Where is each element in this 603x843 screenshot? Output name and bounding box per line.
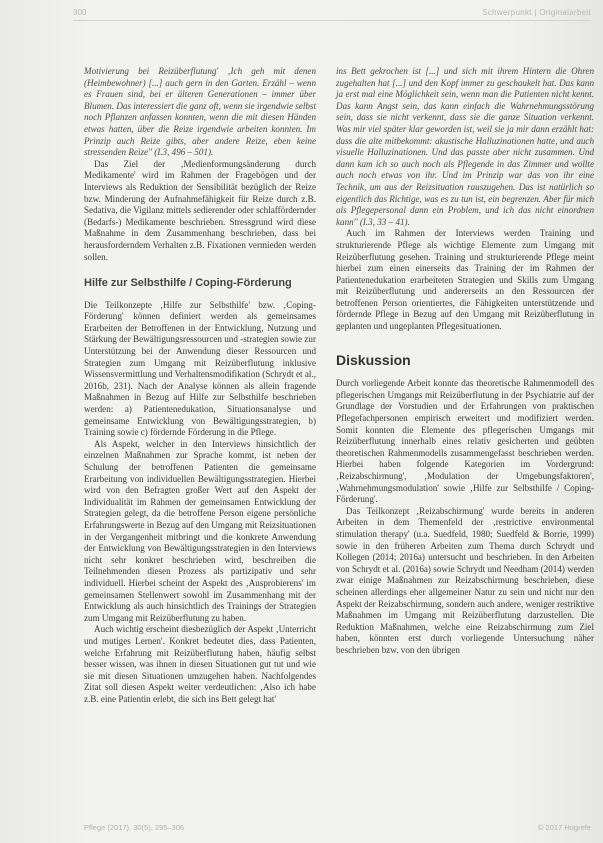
journal-section: Schwerpunkt | Originalarbeit [482,8,591,17]
paragraph-selfhelp-1: Die Teilkonzepte ‚Hilfe zur Selbsthilfe' bzw. ‚Coping-Förderung' können definiert werden als gemeinsames Erarbeiten der Betroffenen in der Entwicklung, Nutzung und Stärkung der Bewältigungsressourcen und -strategien sowie zur Unterstützung bei der Anwendung dieser Ressourcen und Strategien zum Umgang mit Reizüberflutung inklusive Wissensvermittlung und Verhaltensmodifikation (Schrydt et al., 2016b, 231). Nach der Analyse können als allein fragende Maßnahmen in Bezug auf Hilfe zur Selbsthilfe beschrieben werden: a) Patientenedukation, Situationsanalyse und gemeinsame Entwicklung von Bewältigungsstrategien, b) Training sowie c) fördernde Förderung in die Pflege. [84,299,316,438]
paragraph-selfhelp-3: Auch wichtig erscheint diesbezüglich der Aspekt ‚Unterricht und mutiges Lernen'. Konkret bedeutet dies, dass Patienten, welche Erfahrung mit Reizüberflutung haben, häufig selbst besser wissen, was ihnen in diesen Situationen gut tut und wie sie mit diesen Situationen umzugehen haben. Nachfolgendes Zitat soll diesen Aspekt weiter verdeutlichen: ‚Also ich habe z.B. eine Patientin erlebt, die sich ins Bett gelegt hat' [84,624,316,704]
page-number: 300 [73,8,87,17]
running-head [73,6,591,21]
section-heading-discussion: Diskussion [336,351,411,368]
paragraph-medication: Das Ziel der ‚Medienformungsänderung durch Medikamente' wird im Rahmen der Fragebögen und der Interviews als Reduktion der Sensibilität bezüglich der Reize bzw. Minderung der Aufnahmefähigkeit für Reize durch z.B. Sedativa, die Vigilanz mittels sedierender oder schlaffördernder (Bedarfs-) Medikamente beschrieben. Stressgrund wird diese Maßnahme in dem Zusammenhang beschrieben, dass bei herausforderndem Verhalten z.B. Fixationen vermieden werden sollen. [84,158,316,262]
paragraph-discussion-2: Das Teilkonzept ‚Reizabschirmung' wurde bereits in anderen Arbeiten in dem Themenfeld der ‚restrictive environmental stimulation therapy' (u.a. Suedfeld, 1980; Suedfeld & Borrie, 1999) sowie in den früheren Arbeiten zum Thema durch Schrydt und Kollegen (2014; 2016a) untersucht und beschrieben. In den Arbeiten von Schrydt et al. (2016a) sowie Schrydt und Needham (2014) werden zwar einige Maßnahmen zur Reizabschirmung beschrieben, diese scheinen allerdings eher allgemeiner Natur zu sein und nicht nur den Aspekt der Reizabschirmung, sondern auch andere, weniger restriktive Maßnahmen im Umgang mit Reizüberflutung darzustellen. Die Reduktion Maßnahmen, welche eine Reizabschirmung zum Ziel haben, könnten erst durch vorliegende Untersuchung näher beschrieben bzw. von den übrigen [336,505,594,655]
quote-continuation-right: ins Bett gekrochen ist [...] und sich mit ihrem Hintern die Ohren zugehalten hat [...] und den Kopf immer zu geschaukelt hat. Das kann ja erst mal eine Möglichkeit sein, wenn man die Patienten nicht kennt. Das kann Angst sein, das kann einfach die Wahrnehmungsstörung sein, dass sie nicht verkennt, dass sie die ganze Situation verkennt. Was mir viel später klar geworden ist, weil sie ja mir dann erzählt hat: dass die alte mitbekommt: akustische Halluzinationen hatte, und auch visuelle Halluzinationen. Und das passte aber nicht zusammen. Und dann kam ich so auch noch als Pflegende in das Zimmer und wollte auch noch etwas von ihr. Und im Prinzip war das von ihr eine Technik, um aus der Reizsituation rauszugehen. Das ist natürlich so eigentlich das Richtige, was es zu tun ist, ein begrenzen. Aber für mich als Pflegepersonal dann ein Problem, und ich das nicht einordnen kann'' (I.3, 33 – 41). [336,66,594,227]
paragraph-discussion-1: Durch vorliegende Arbeit konnte das theoretische Rahmenmodell des pflegerischen Umgangs mit Reizüberflutung in der Psychiatrie auf der Grundlage der Vorstudien und der Erfahrungen von praktischen Pflegefachpersonen empirisch erweitert und modifiziert werden. Somit konnten die Elemente des pflegerischen Umgangs mit Reizüberflutung innerhalb eines relativ gesicherten und geübten theoretischen Rahmenmodells zusammengefasst beschrieben werden. Hierbei haben folgende Kategorien im Vordergrund: ‚Reizabschirmung', ‚Modulation der Umgebungsfaktoren', ‚Wahrnehmungsmodulation' sowie ‚Hilfe zur Selbsthilfe / Coping-Förderung'. [336,378,594,505]
footer [84,823,591,835]
footer-citation: Pflege (2017), 30(5), 295–306 [84,823,185,832]
quote-continuation: Motivierung bei Reizüberflutung' ‚Ich geh mit denen (Heimbewohner) [...] auch gern in den Garten. Erzähl – wenn es Frauen sind, bei er älteren Generationen – immer über Blumen. Das interessiert die ganz oft, wenn sie irgendwie selbst noch Pflanzen anfassen konnten, wenn die mit diesen Händen etwas hatten, über die Reize irgendwie arbeiten konnten. Im Prinzip auch Reize gibts, aber andere Reize, eben keine stressenden Reize'' (I.3, 496 – 501). [84,66,316,158]
right-column [336,66,594,657]
footer-copyright: © 2017 Hogrefe [537,823,591,832]
paragraph-training: Auch im Rahmen der Interviews werden Training und strukturierende Pflege als wichtige Elemente zum Umgang mit Reizüberflutung gesehen. Training und strukturierende Pflege meint hierbei zum einen einerseits das Training der im Rahmen der Patientenedukation erarbeiteten Strategien und Skills zum Umgang mit Reizüberflutung und andererseits an den Ressourcen der betroffenen Person orientiertes, die Fähigkeiten unterstützende und fördernde Pflege in Bezug auf den Umgang mit Reizüberflutung in geplanten und ungeplanten Pflegesituationen. [336,228,594,332]
paragraph-selfhelp-2: Als Aspekt, welcher in den Interviews hinsichtlich der einzelnen Maßnahmen zur Sprache kommt, ist neben der Schulung der betroffenen Patienten die gemeinsame Erarbeitung von individuellen Bewältigungsstrategien. Hierbei wird von den Befragten großer Wert auf den Aspekt der Individualität im Rahmen der gemeinsamen Entwicklung der Strategien gelegt, da die betroffene Person eigene persönliche Erfahrungswerte in Bezug auf den Umgang mit Reizsituationen in der Vergangenheit mitbringt und die konkrete Anwendung der Entwicklung von Bewältigungsstrategien in den Interviews nicht sehr konkret beschrieben wird, beschreiben die Teilnehmenden diesen Prozess als partizipativ und sehr individuell. Hierbei scheint der Aspekt des ‚Ausprobierens' im gemeinsamen Stellenwert sowohl im Zusammenhang mit der Entwicklung als auch hinsichtlich des Trainings der Strategien zum Umgang mit Reizüberflutung zu haben. [84,438,316,623]
left-column [84,66,316,705]
section-heading-selfhelp: Hilfe zur Selbsthilfe / Coping-Förderung [84,277,292,290]
